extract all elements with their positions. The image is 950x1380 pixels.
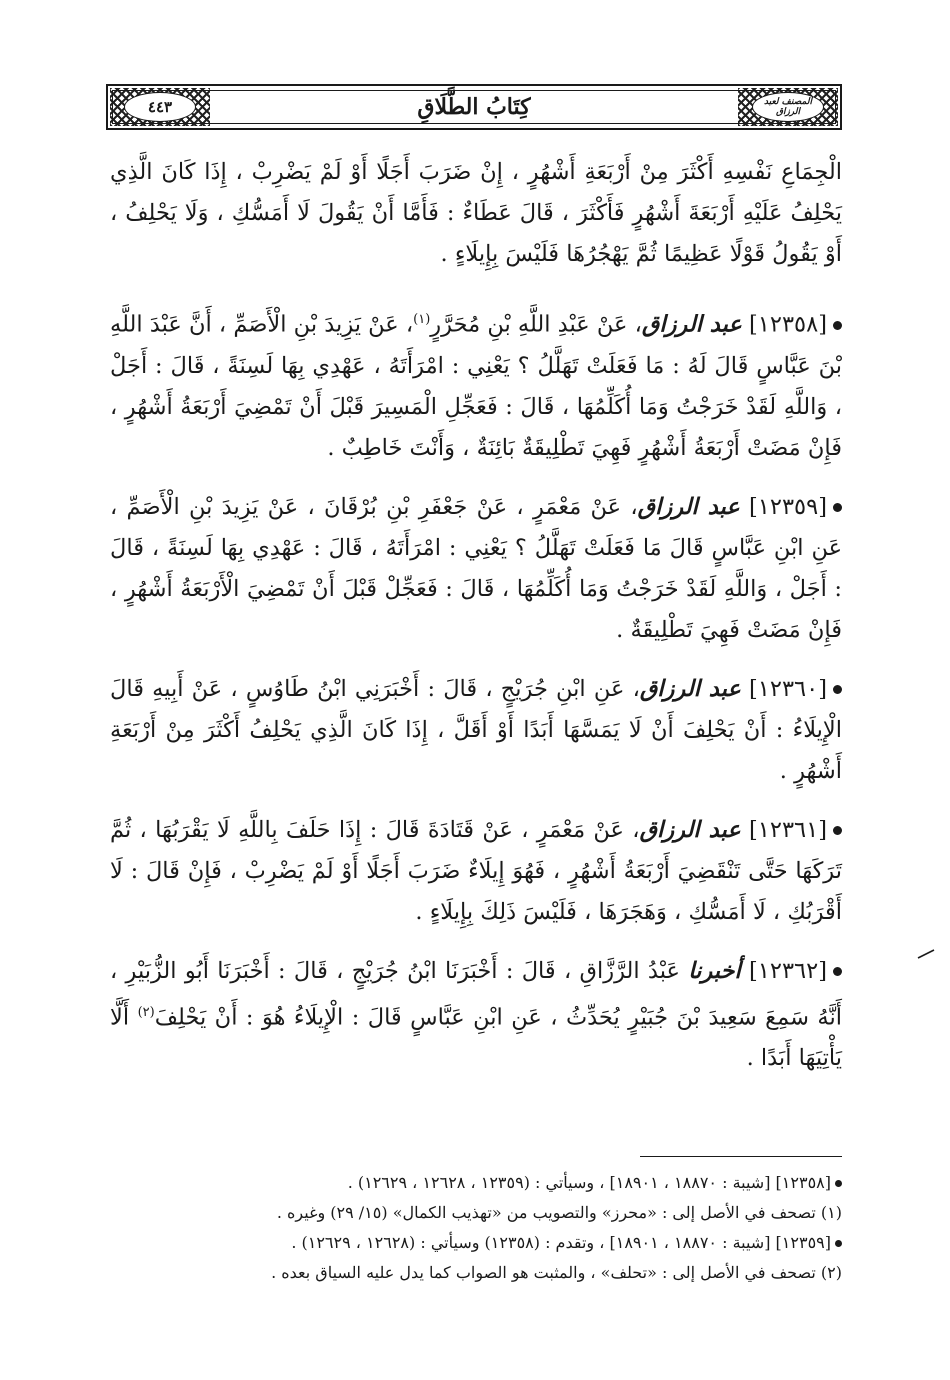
footnotes bbox=[110, 1168, 842, 1288]
footnote-ref: (١) bbox=[413, 312, 431, 327]
footnote-line bbox=[110, 1198, 842, 1228]
book-emblem: المصنف لعبد الرزاق bbox=[752, 92, 824, 122]
footnote-line bbox=[110, 1228, 842, 1258]
bullet-icon bbox=[833, 967, 842, 976]
paragraph-text: الْجِمَاعِ نَفْسِهِ أَكْثَرَ مِنْ أَرْبَعَةِ أَشْهُرٍ ، إِنْ ضَرَبَ أَجَلًا أَوْ لَمْ يَضْرِبْ ، إِذَا كَانَ الَّذِي يَحْلِفُ عَلَيْهِ أَرْبَعَةَ أَشْهُرٍ فَأَكْثَرَ ، قَالَ عَطَاءٌ : فَأَمَّا أَنْ يَقُولَ لَا أَمَسُّكِ ، وَلَا يَحْلِفُ ، أَوْ يَقُولُ قَوْلًا عَظِيمًا ثُمَّ يَهْجُرُهَا فَلَيْسَ بِإِيلَاءٍ . bbox=[110, 159, 842, 267]
hadith-12359 bbox=[110, 487, 842, 651]
source-name: أخبرنا bbox=[688, 957, 741, 984]
hadith-text: أَلَّا يَأْتِيَهَا أَبَدًا . bbox=[110, 1004, 842, 1071]
hadith-text: ، عَنِ ابْنِ جُرَيْجٍ ، قَالَ : أَخْبَرَنِي ابْنُ طَاوُسٍ ، عَنْ أَبِيهِ قَالَ الْإِيلَاءُ : أَنْ يَحْلِفَ أَنْ لَا يَمَسَّهَا أَبَدًا أَوْ أَقَلَّ ، إِذَا كَانَ الَّذِي يَحْلِفُ أَكْثَرَ مِنْ أَرْبَعَةِ أَشْهُرٍ . bbox=[110, 675, 842, 784]
hadith-number: [١٢٣٦٠] bbox=[749, 675, 827, 702]
footnote-text: (١) تصحف في الأصل إلى : «محرز» والتصويب من «تهذيب الكمال» (١٥/ ٢٩) وغيره . bbox=[276, 1203, 842, 1222]
page-header bbox=[106, 84, 842, 130]
footnote-text: (٢) تصحف في الأصل إلى : «تحلف» ، والمثبت هو الصواب كما يدل عليه السياق بعده . bbox=[271, 1263, 842, 1282]
hadith-text: ، عَنْ مَعْمَرٍ ، عَنْ جَعْفَرِ بْنِ بُرْقَانَ ، عَنْ يَزِيدَ بْنِ الْأَصَمِّ ، عَنِ ابْنِ عَبَّاسٍ قَالَ مَا فَعَلَتْ تَهَلَّلُ ؟ يَعْنِي : امْرَأَتَهُ ، قَالَ : عَهْدِي بِهَا لَسِنَةً ، قَالَ : أَجَلْ ، وَاللَّهِ لَقَدْ خَرَجْتُ وَمَا أُكَلِّمُهَا ، قَالَ : فَعَجِّلْ قَبْلَ أَنْ تَمْضِيَ الْأَرْبَعَةُ أَشْهُرٍ ، فَإِنْ مَضَتْ فَهِيَ تَطْلِيقَةٌ . bbox=[110, 493, 842, 643]
footnote-text: [١٢٣٥٨] [شيبة : ١٨٨٧٠ ، ١٨٩٠١] ، وسيأتي : (١٢٣٥٩ ، ١٢٦٢٨ ، ١٢٦٢٩) . bbox=[347, 1173, 831, 1192]
source-name: عبد الرزاق bbox=[637, 493, 740, 520]
hadith-number: [١٢٣٦٢] bbox=[749, 957, 827, 984]
hadith-12358 bbox=[110, 299, 842, 469]
source-name: عبد الرزاق bbox=[639, 675, 741, 702]
hadith-text: ، عَنْ مَعْمَرٍ ، عَنْ قَتَادَةَ قَالَ : إِذَا حَلَفَ بِاللَّهِ لَا يَقْرَبُهَا ، ثُمَّ تَرَكَهَا حَتَّى تَنْقَضِيَ أَرْبَعَةُ أَشْهُرٍ ، فَهُوَ إِيلَاءٌ ضَرَبَ أَجَلًا أَوْ لَمْ يَضْرِبْ ، فَإِنْ قَالَ : لَا أَقْرَبُكِ ، لَا أَمَسُّكِ ، وَهَجَرَهَا ، فَلَيْسَ ذَلِكَ بِإِيلَاءٍ . bbox=[110, 816, 842, 925]
bullet-icon bbox=[833, 321, 842, 330]
paragraph-continuation bbox=[110, 152, 842, 275]
bullet-icon bbox=[833, 685, 842, 694]
footnote-divider bbox=[640, 1156, 842, 1157]
bullet-icon bbox=[833, 503, 842, 512]
main-text bbox=[110, 152, 842, 1097]
bullet-icon bbox=[835, 1180, 842, 1187]
page-number: ٤٤٣ bbox=[124, 92, 196, 122]
margin-pen-mark-icon bbox=[916, 948, 936, 960]
hadith-12360 bbox=[110, 669, 842, 792]
hadith-number: [١٢٣٦١] bbox=[749, 816, 827, 843]
footnote-line bbox=[110, 1258, 842, 1288]
source-name: عبد الرزاق bbox=[641, 311, 742, 338]
footnote-text: [١٢٣٥٩] [شيبة : ١٨٨٧٠ ، ١٨٩٠١] ، وتقدم : (١٢٣٥٨) وسيأتي : (١٢٦٢٨ ، ١٢٦٢٩) . bbox=[291, 1233, 831, 1252]
hadith-12361 bbox=[110, 810, 842, 933]
hadith-text: ، عَنْ عَبْدِ اللَّهِ بْنِ مُحَرَّرٍ bbox=[430, 311, 642, 338]
bullet-icon bbox=[833, 826, 842, 835]
book-emblem-box bbox=[738, 88, 838, 126]
hadith-number: [١٢٣٥٨] bbox=[749, 311, 828, 338]
page-number-box bbox=[110, 88, 210, 126]
hadith-text: عَبْدُ الرَّزَّاقِ ، قَالَ : أَخْبَرَنَا ابْنُ جُرَيْجٍ ، قَالَ : أَخْبَرَنَا أَبُو الزُّبَيْرِ ، أَنَّهُ سَمِعَ سَعِيدَ بْنَ جُبَيْرٍ يُحَدِّثُ ، عَنِ ابْنِ عَبَّاسٍ قَالَ : الْإِيلَاءُ هُوَ : أَنْ يَحْلِفَ bbox=[110, 957, 843, 1030]
hadith-text: ، عَنْ يَزِيدَ بْنِ الْأَصَمِّ ، أَنَّ عَبْدَ اللَّهِ بْنَ عَبَّاسٍ قَالَ لَهُ : مَا فَعَلَتْ تَهَلَّلُ ؟ يَعْنِي : امْرَأَتَهُ ، عَهْدِي بِهَا لَسِنَةً ، قَالَ : أَجَلْ ، وَاللَّهِ لَقَدْ خَرَجْتُ وَمَا أُكَلِّمُهَا ، قَالَ : فَعَجِّلِ الْمَسِيرَ قَبْلَ أَنْ تَمْضِيَ أَرْبَعَةُ أَشْهُرٍ ، فَإِنْ مَضَتْ أَرْبَعَةُ أَشْهُرٍ فَهِيَ تَطْلِيقَةٌ بَائِنَةٌ ، وَأَنْتَ خَاطِبٌ . bbox=[110, 311, 842, 461]
chapter-title: كِتَابُ الطَّلَاقِ bbox=[417, 94, 531, 120]
footnote-line bbox=[110, 1168, 842, 1198]
hadith-number: [١٢٣٥٩] bbox=[749, 493, 827, 520]
footnote-ref: (٢) bbox=[137, 1004, 155, 1020]
source-name: عبد الرزاق bbox=[639, 816, 741, 843]
hadith-12362 bbox=[110, 951, 842, 1080]
bullet-icon bbox=[835, 1240, 842, 1247]
